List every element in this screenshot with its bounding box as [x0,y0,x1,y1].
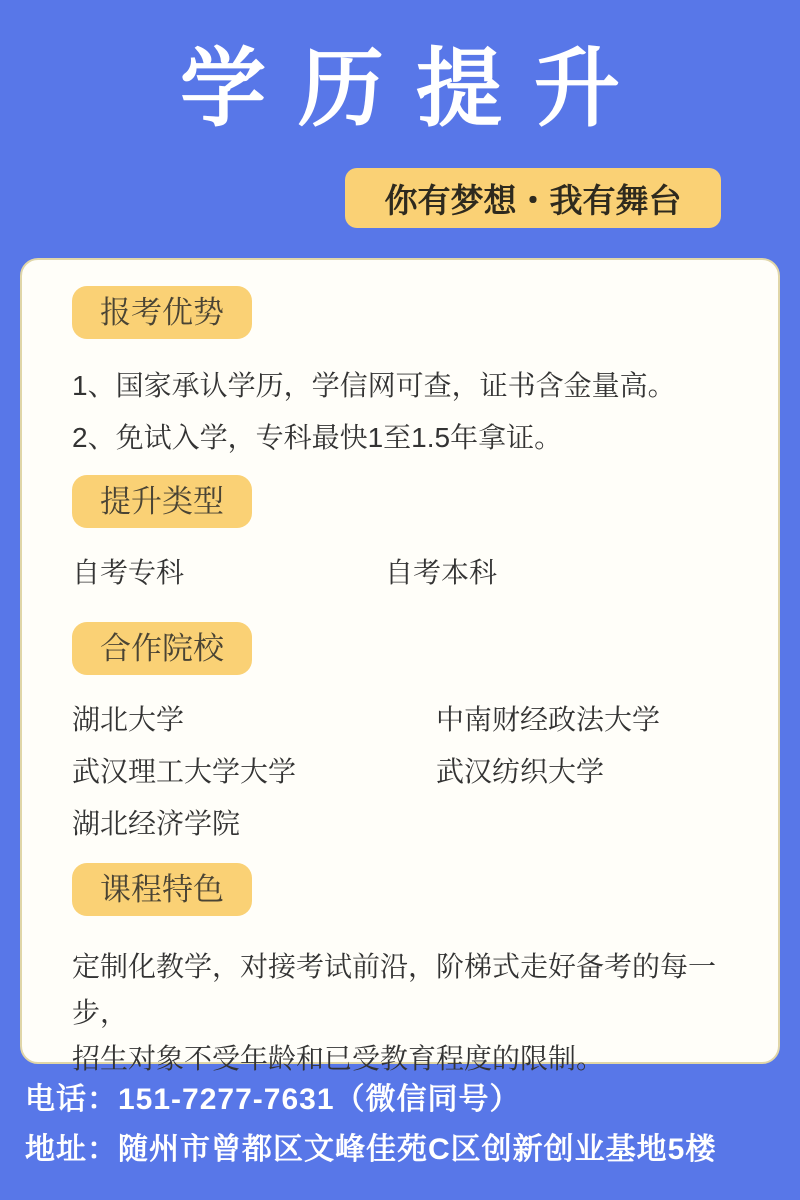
type-item: 自考本科 [385,557,498,588]
content-card [20,258,780,1074]
types-row [72,556,742,590]
section-badge-advantages: 报考优势 [72,286,252,339]
school-item: 中南财经政法大学 [436,704,661,735]
features-line: 招生对象不受年龄和已受教育程度的限制。 [72,1043,605,1074]
phone-label: 电话： [25,1083,118,1116]
features-line: 定制化教学，对接考试前沿，阶梯式走好备考的每一步， [72,951,717,1028]
advantage-item: 2、免试入学，专科最快1至1.5年拿证。 [72,422,563,453]
phone-number: 151-7277-7631（微信同号） [118,1083,521,1116]
features-paragraph [72,944,742,1082]
section-badge-schools: 合作院校 [72,622,252,675]
address-value: 随州市曾都区文峰佳苑C区创新创业基地5楼 [118,1133,717,1166]
tagline-badge: 你有梦想・我有舞台 [345,168,721,228]
school-item: 湖北经济学院 [72,808,241,839]
footer-address-line [25,1132,785,1168]
advantage-item: 1、国家承认学历，学信网可查，证书含金量高。 [72,370,676,401]
school-item: 湖北大学 [72,704,185,735]
school-row [72,755,742,789]
page-title: 学历提升 [180,38,652,139]
section-badge-types: 提升类型 [72,475,252,528]
school-row [72,807,742,841]
type-item: 自考专科 [72,557,185,588]
section-badge-features: 课程特色 [72,863,252,916]
footer-phone-line [25,1082,785,1118]
school-item: 武汉纺织大学 [436,756,605,787]
school-item: 武汉理工大学大学 [72,756,297,787]
address-label: 地址： [25,1133,118,1166]
school-row [72,703,742,737]
